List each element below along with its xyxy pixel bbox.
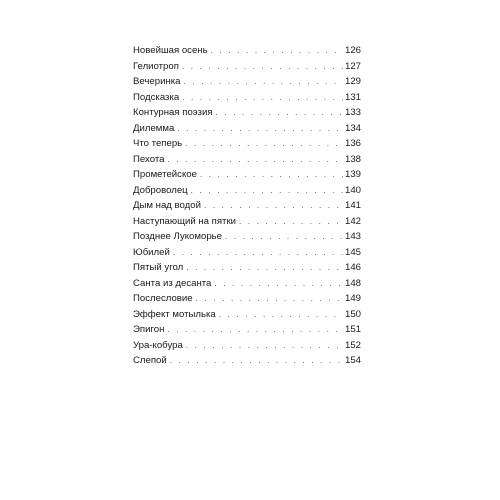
toc-entry <box>133 198 361 214</box>
toc-entry-title: Новейшая осень <box>133 45 208 56</box>
toc-entry-title: Ура-кобура <box>133 339 183 351</box>
toc-entry-page: 138 <box>344 153 361 165</box>
toc-entry-page: 149 <box>344 293 361 304</box>
toc-entry <box>133 214 361 230</box>
toc-dot-leader <box>191 183 343 199</box>
toc-entry-page: 150 <box>344 308 361 320</box>
toc-dot-leader <box>186 338 343 354</box>
toc-entry-title: Слепой <box>133 355 167 366</box>
toc-entry-title: Эпигон <box>133 324 165 335</box>
toc-entry <box>133 291 361 307</box>
toc-entry-page: 140 <box>344 184 361 196</box>
toc-entry-page: 131 <box>344 91 361 103</box>
toc-entry <box>133 121 361 137</box>
toc-entry-page: 154 <box>344 355 361 366</box>
toc-entry <box>133 229 361 245</box>
toc-entry-page: 145 <box>344 246 361 258</box>
toc-dot-leader <box>184 74 343 90</box>
toc-dot-leader <box>173 245 343 261</box>
toc-entry-title: Вечеринка <box>133 76 181 87</box>
toc-dot-leader <box>196 291 343 307</box>
toc-entry-title: Что теперь <box>133 138 183 149</box>
toc-entry-page: 141 <box>344 200 361 211</box>
toc-entry <box>133 59 361 75</box>
toc-entry-title: Доброволец <box>133 184 188 196</box>
toc-entry <box>133 43 361 59</box>
toc-entry-title: Гелиотроп <box>133 60 179 72</box>
toc-entry-page: 134 <box>344 122 361 134</box>
toc-dot-leader <box>204 198 343 214</box>
toc-entry-title: Эффект мотылька <box>133 308 216 320</box>
toc-entry-page: 142 <box>344 215 361 227</box>
toc-entry <box>133 353 361 369</box>
toc-entry <box>133 105 361 121</box>
toc-entry-page: 136 <box>344 138 361 149</box>
toc-dot-leader <box>170 353 343 369</box>
toc-dot-leader <box>200 167 343 183</box>
toc-dot-leader <box>216 105 343 121</box>
toc-dot-leader <box>182 59 343 75</box>
toc-dot-leader <box>211 43 343 59</box>
toc-entry-title: Дым над водой <box>133 200 201 211</box>
toc-entry-page: 139 <box>344 169 361 180</box>
toc-entry-page: 151 <box>344 324 361 335</box>
toc-entry <box>133 136 361 152</box>
toc-entry-title: Наступающий на пятки <box>133 215 237 227</box>
toc-entry <box>133 74 361 90</box>
toc-dot-leader <box>225 229 343 245</box>
toc-entry-title: Позднее Лукоморье <box>133 231 222 242</box>
toc-dot-leader <box>182 90 343 106</box>
toc-entry <box>133 167 361 183</box>
toc-entry <box>133 338 361 354</box>
toc-entry-page: 126 <box>344 45 361 56</box>
toc-dot-leader <box>167 322 343 338</box>
toc-entry-title: Санта из десанта <box>133 277 212 289</box>
toc-entry-title: Пехота <box>133 153 165 165</box>
toc-entry-page: 148 <box>344 277 361 289</box>
toc-entry-page: 143 <box>344 231 361 242</box>
toc-entry <box>133 276 361 292</box>
toc-entry-title: Контурная поэзия <box>133 107 213 118</box>
toc-entry-title: Дилемма <box>133 122 175 134</box>
table-of-contents <box>133 43 361 369</box>
toc-entry <box>133 307 361 323</box>
toc-entry <box>133 260 361 276</box>
toc-entry <box>133 183 361 199</box>
toc-entry-page: 152 <box>344 339 361 351</box>
toc-entry <box>133 245 361 261</box>
toc-dot-leader <box>177 121 343 137</box>
toc-dot-leader <box>167 152 343 168</box>
toc-entry-title: Пятый угол <box>133 262 184 273</box>
toc-entry <box>133 322 361 338</box>
toc-dot-leader <box>219 307 343 323</box>
toc-entry-page: 129 <box>344 76 361 87</box>
toc-dot-leader <box>214 276 343 292</box>
toc-entry <box>133 90 361 106</box>
toc-entry-title: Юбилей <box>133 246 170 258</box>
toc-entry-title: Подсказка <box>133 91 180 103</box>
toc-entry-page: 146 <box>344 262 361 273</box>
toc-entry-title: Послесловие <box>133 293 193 304</box>
toc-dot-leader <box>185 136 343 152</box>
toc-entry-title: Прометейское <box>133 169 197 180</box>
toc-dot-leader <box>186 260 343 276</box>
toc-entry-page: 127 <box>344 60 361 72</box>
toc-entry <box>133 152 361 168</box>
toc-dot-leader <box>239 214 343 230</box>
toc-entry-page: 133 <box>344 107 361 118</box>
